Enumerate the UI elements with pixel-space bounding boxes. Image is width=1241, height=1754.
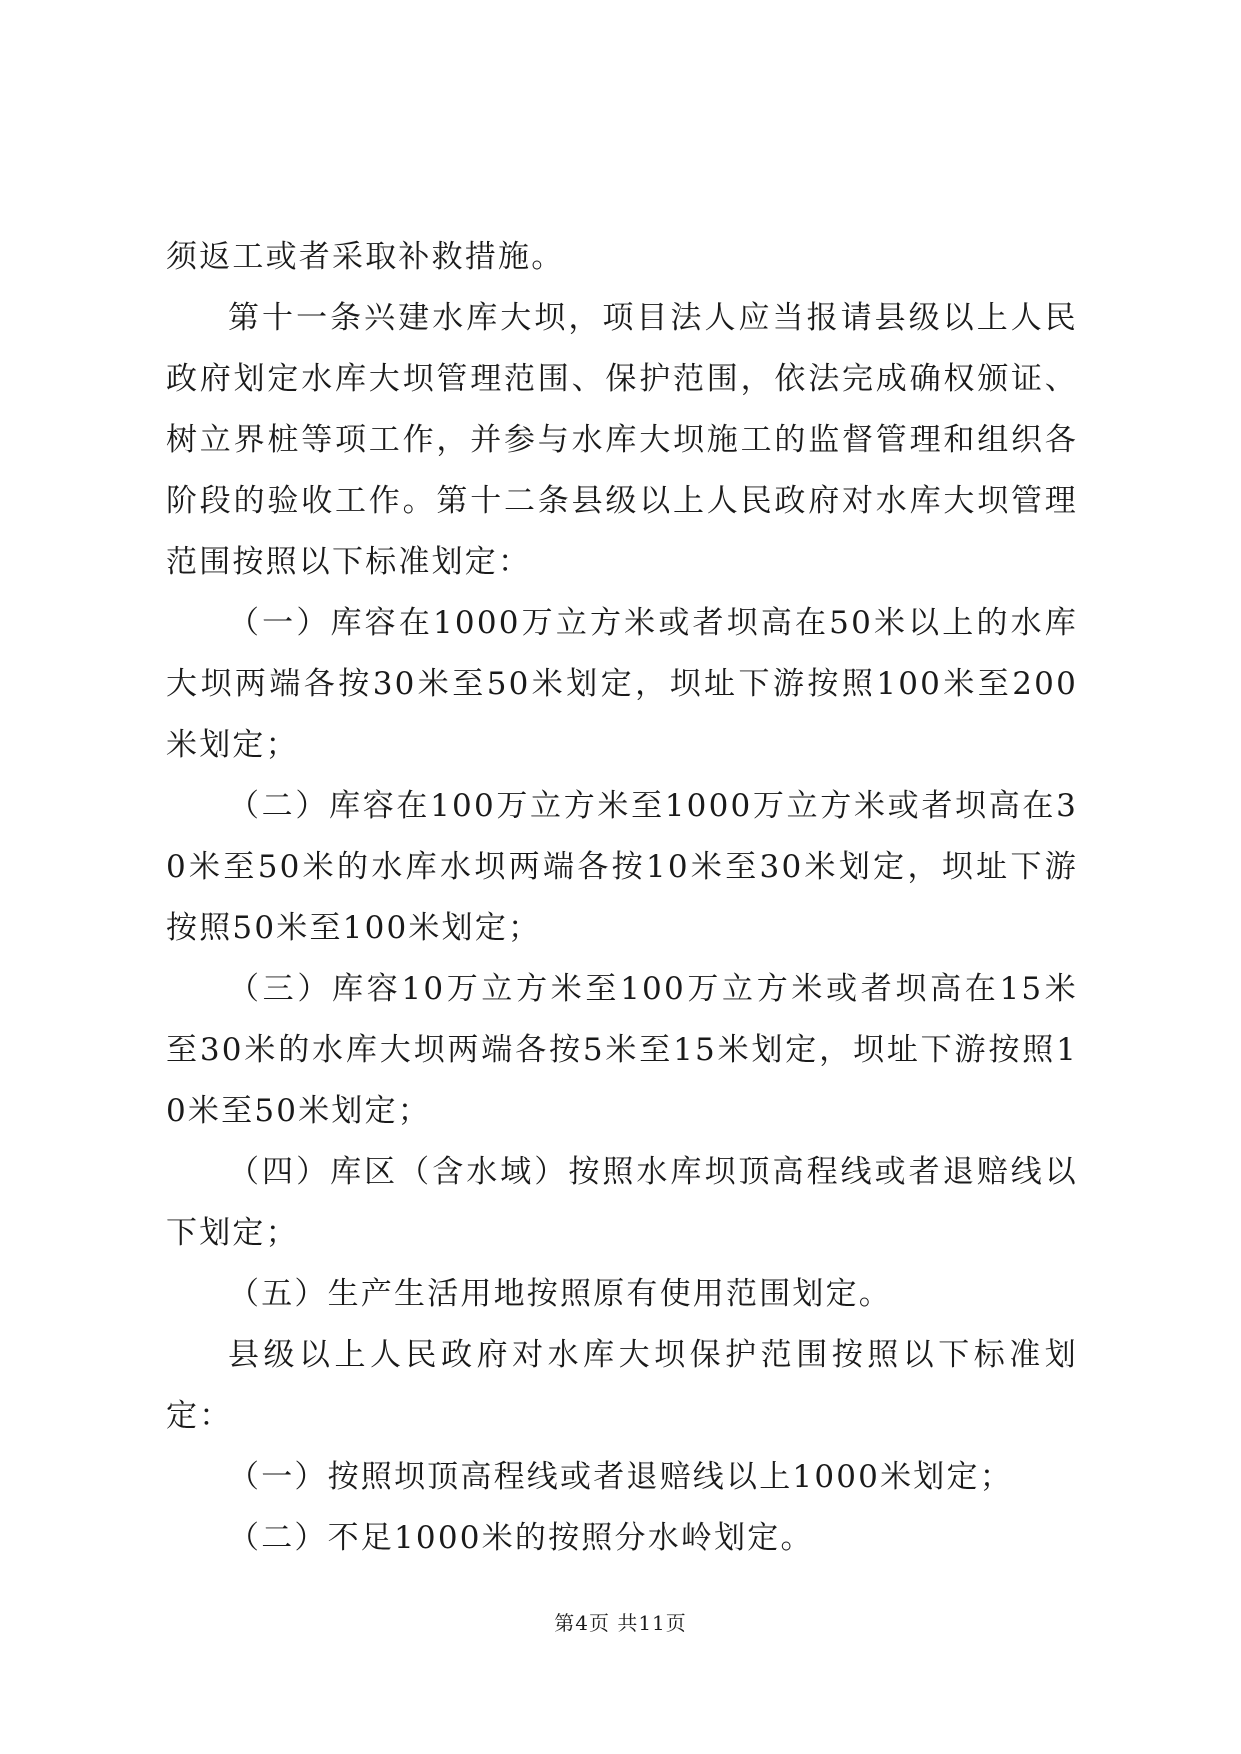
- paragraph-continuation: 须返工或者采取补救措施。: [166, 239, 565, 275]
- page-number-footer: 第4页 共11页: [554, 1611, 687, 1635]
- paragraph-article-11-12: 第十一条兴建水库大坝，项目法人应当报请县级以上人民政府划定水库大坝管理范围、保护范围，依法完成确权颁证、树立界桩等项工作，并参与水库大坝施工的监督管理和组织各阶段的验收工作。第十二条县级以上人民政府对水库大坝管理范围按照以下标准划定：: [166, 300, 1078, 580]
- paragraph-item-3: （三）库容10万立方米至100万立方米或者坝高在15米至30米的水库大坝两端各按5米至15米划定，坝址下游按照10米至50米划定；: [166, 971, 1078, 1129]
- paragraph-item-5: （五）生产生活用地按照原有使用范围划定。: [228, 1276, 892, 1312]
- paragraph-protection-item-2: （二）不足1000米的按照分水岭划定。: [228, 1520, 814, 1556]
- paragraph-item-2: （二）库容在100万立方米至1000万立方米或者坝高在30米至50米的水库水坝两端各按10米至30米划定，坝址下游按照50米至100米划定；: [166, 788, 1078, 946]
- document-body: [166, 227, 1078, 1569]
- paragraph-item-4: （四）库区（含水域）按照水库坝顶高程线或者退赔线以下划定；: [166, 1154, 1078, 1251]
- paragraph-protection-range: 县级以上人民政府对水库大坝保护范围按照以下标准划定：: [166, 1337, 1078, 1434]
- paragraph-protection-item-1: （一）按照坝顶高程线或者退赔线以上1000米划定；: [228, 1459, 1013, 1495]
- paragraph-item-1: （一）库容在1000万立方米或者坝高在50米以上的水库大坝两端各按30米至50米划定，坝址下游按照100米至200米划定；: [166, 605, 1078, 763]
